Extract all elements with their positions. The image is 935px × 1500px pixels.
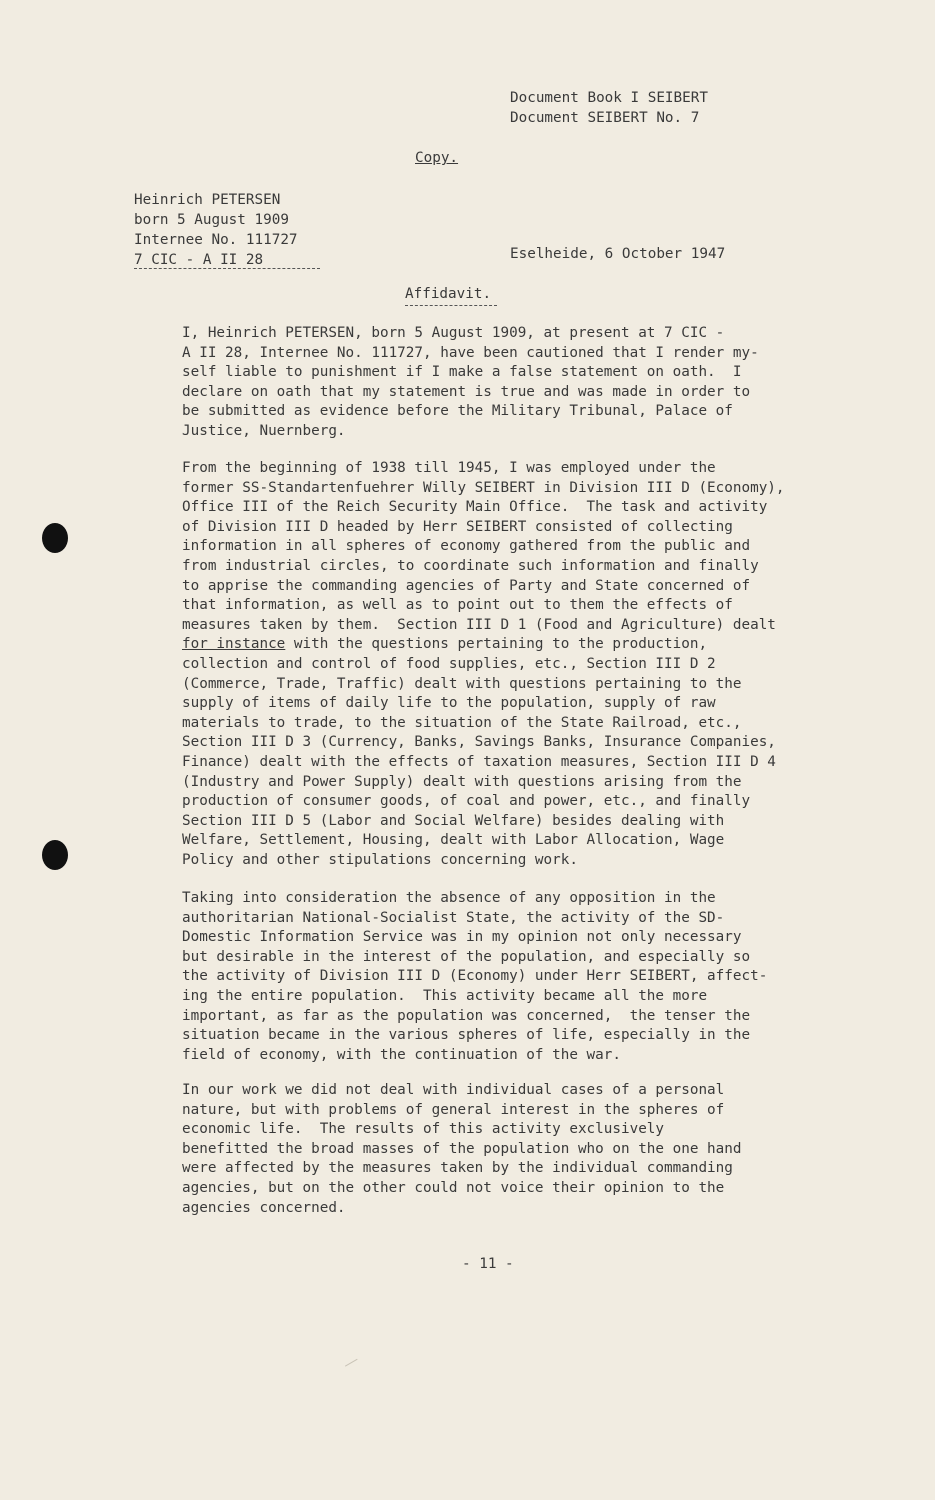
paragraph-employment: [182, 459, 785, 870]
identity-born: born 5 August 1909: [134, 212, 289, 228]
text-line: Finance) dealt with the effects of taxation measures, Section III D 4: [182, 753, 776, 770]
text-line: self liable to punishment if I make a false statement on oath. I: [182, 364, 742, 381]
text-line: that information, as well as to point out to them the effects of: [182, 597, 733, 614]
identity-block: [134, 190, 298, 270]
text-line: of Division III D headed by Herr SEIBERT consisted of collecting: [182, 518, 733, 535]
text-line: field of economy, with the continuation of the war.: [182, 1046, 621, 1063]
text-line: nature, but with problems of general interest in the spheres of: [182, 1101, 725, 1118]
text-line: be submitted as evidence before the Military Tribunal, Palace of: [182, 403, 733, 420]
title-divider: [405, 305, 497, 306]
text-line: In our work we did not deal with individual cases of a personal: [182, 1082, 725, 1098]
copy-label: Copy.: [415, 150, 459, 166]
text-line: A II 28, Internee No. 111727, have been cautioned that I render my-: [182, 344, 759, 361]
text-line: to apprise the commanding agencies of Party and State concerned of: [182, 577, 751, 594]
text-line: supply of items of daily life to the population, supply of raw: [182, 695, 716, 712]
text-line: measures taken by them. Section III D 1 (Food and Agriculture) dealt: [182, 616, 776, 633]
text-line: (Commerce, Trade, Traffic) dealt with questions pertaining to the: [182, 675, 742, 692]
text-line: former SS-Standartenfuehrer Willy SEIBERT in Division III D (Economy),: [182, 479, 785, 496]
punch-hole: [42, 840, 68, 870]
text-line: Welfare, Settlement, Housing, dealt with Labor Allocation, Wage: [182, 832, 725, 849]
text-line: information in all spheres of economy gathered from the public and: [182, 538, 751, 555]
text-line: agencies, but on the other could not voice their opinion to the: [182, 1179, 725, 1196]
text-line: production of consumer goods, of coal and power, etc., and finally: [182, 793, 751, 810]
punch-hole: [42, 523, 68, 553]
place-date: Eselheide, 6 October 1947: [510, 246, 726, 262]
text-line: Policy and other stipulations concerning work.: [182, 851, 578, 868]
underlined-phrase: for instance: [182, 636, 286, 653]
text-line: authoritarian National-Socialist State, the activity of the SD-: [182, 909, 725, 926]
text-line: [182, 635, 785, 655]
text-line: Taking into consideration the absence of any opposition in the: [182, 890, 716, 906]
text-line: I, Heinrich PETERSEN, born 5 August 1909, at present at 7 CIC -: [182, 325, 725, 341]
text-line: Domestic Information Service was in my opinion not only necessary: [182, 929, 742, 946]
header-line-1: Document Book I SEIBERT: [510, 90, 708, 106]
text-line: the activity of Division III D (Economy) under Herr SEIBERT, affect-: [182, 968, 768, 985]
text-line: important, as far as the population was concerned, the tenser the: [182, 1007, 751, 1024]
text-fragment: with the questions pertaining to the production,: [285, 636, 708, 653]
text-line: Office III of the Reich Security Main Office. The task and activity: [182, 499, 768, 516]
text-line: ing the entire population. This activity became all the more: [182, 987, 708, 1004]
document-title: Affidavit.: [405, 286, 492, 302]
text-line: Justice, Nuernberg.: [182, 422, 346, 439]
identity-name: Heinrich PETERSEN: [134, 192, 281, 208]
text-line: collection and control of food supplies, etc., Section III D 2: [182, 655, 716, 672]
identity-divider: [134, 268, 320, 269]
text-line: declare on oath that my statement is true and was made in order to: [182, 383, 751, 400]
identity-internee: Internee No. 111727: [134, 232, 298, 248]
text-line: were affected by the measures taken by the individual commanding: [182, 1160, 733, 1177]
document-header: [510, 88, 708, 128]
text-line: materials to trade, to the situation of the State Railroad, etc.,: [182, 714, 742, 731]
paragraph-opinion: [182, 889, 767, 1065]
text-line: economic life. The results of this activity exclusively: [182, 1121, 665, 1138]
text-line: benefitted the broad masses of the population who on the one hand: [182, 1140, 742, 1157]
text-line: agencies concerned.: [182, 1199, 346, 1216]
text-line: but desirable in the interest of the population, and especially so: [182, 948, 751, 965]
header-line-2: Document SEIBERT No. 7: [510, 110, 700, 126]
paragraph-work: [182, 1081, 741, 1218]
identity-camp: 7 CIC - A II 28: [134, 252, 264, 268]
text-line: Section III D 5 (Labor and Social Welfare) besides dealing with: [182, 812, 725, 829]
text-line: From the beginning of 1938 till 1945, I was employed under the: [182, 460, 716, 476]
text-line: situation became in the various spheres of life, especially in the: [182, 1027, 751, 1044]
page-number: - 11 -: [462, 1256, 514, 1272]
text-line: Section III D 3 (Currency, Banks, Savings Banks, Insurance Companies,: [182, 734, 776, 751]
paragraph-oath: [182, 324, 759, 442]
paper-mark: [345, 1359, 359, 1369]
text-line: (Industry and Power Supply) dealt with questions arising from the: [182, 773, 742, 790]
text-line: from industrial circles, to coordinate such information and finally: [182, 557, 759, 574]
